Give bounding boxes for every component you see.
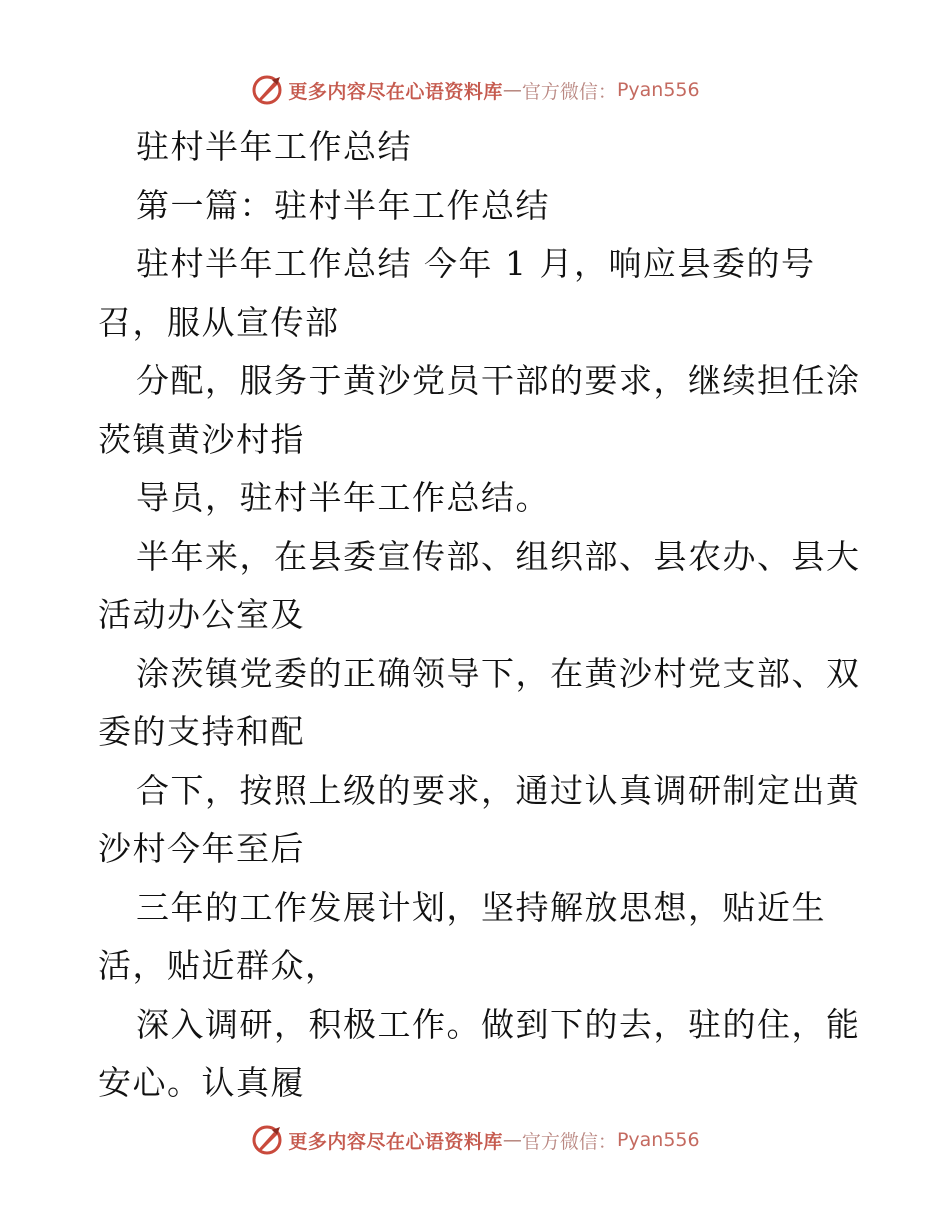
banner-wechat-label: 官方微信： <box>521 1130 617 1153</box>
text-line: 深入调研，积极工作。做到下的去，驻的住，能 <box>136 1004 861 1044</box>
text-line: 分配，服务于黄沙党员干部的要求，继续担任涂 <box>136 361 861 400</box>
text-line: 召，服从宣传部 <box>98 302 340 342</box>
banner-wechat-id: Pyan556 <box>616 79 700 101</box>
document-body <box>98 118 861 1113</box>
text-line: 驻村半年工作总结 <box>136 127 412 166</box>
banner-separator: — <box>502 79 522 101</box>
text-line: 沙村今年至后 <box>98 829 305 868</box>
banner-site-name: 更多内容尽在心语资料库 <box>288 1130 503 1153</box>
banner-separator: — <box>502 1129 522 1151</box>
text-line: 合下，按照上级的要求，通过认真调研制定出黄 <box>136 770 861 810</box>
text-line: 导员，驻村半年工作总结。 <box>136 478 550 517</box>
text-line: 三年的工作发展计划，坚持解放思想，贴近生 <box>136 887 826 927</box>
text-line: 安心。认真履 <box>98 1063 305 1102</box>
text-line: 半年来，在县委宣传部、组织部、县农办、县大 <box>136 536 861 576</box>
text-line: 涂茨镇党委的正确领导下，在黄沙村党支部、双 <box>136 653 861 693</box>
quill-pen-logo-icon <box>250 1123 284 1157</box>
text-line: 驻村半年工作总结 今年 1 月，响应县委的号 <box>136 244 816 283</box>
footer-watermark-banner <box>0 1120 950 1160</box>
text-line: 茨镇黄沙村指 <box>98 419 305 459</box>
header-watermark-banner <box>0 70 950 110</box>
text-line: 第一篇：驻村半年工作总结 <box>136 185 550 225</box>
banner-wechat-id: Pyan556 <box>616 1129 700 1151</box>
text-line: 活，贴近群众， <box>98 946 340 985</box>
banner-site-name: 更多内容尽在心语资料库 <box>288 80 503 103</box>
text-line: 委的支持和配 <box>98 712 305 751</box>
quill-pen-logo-icon <box>250 73 284 107</box>
banner-wechat-label: 官方微信： <box>521 80 617 103</box>
text-line: 活动办公室及 <box>98 595 305 634</box>
